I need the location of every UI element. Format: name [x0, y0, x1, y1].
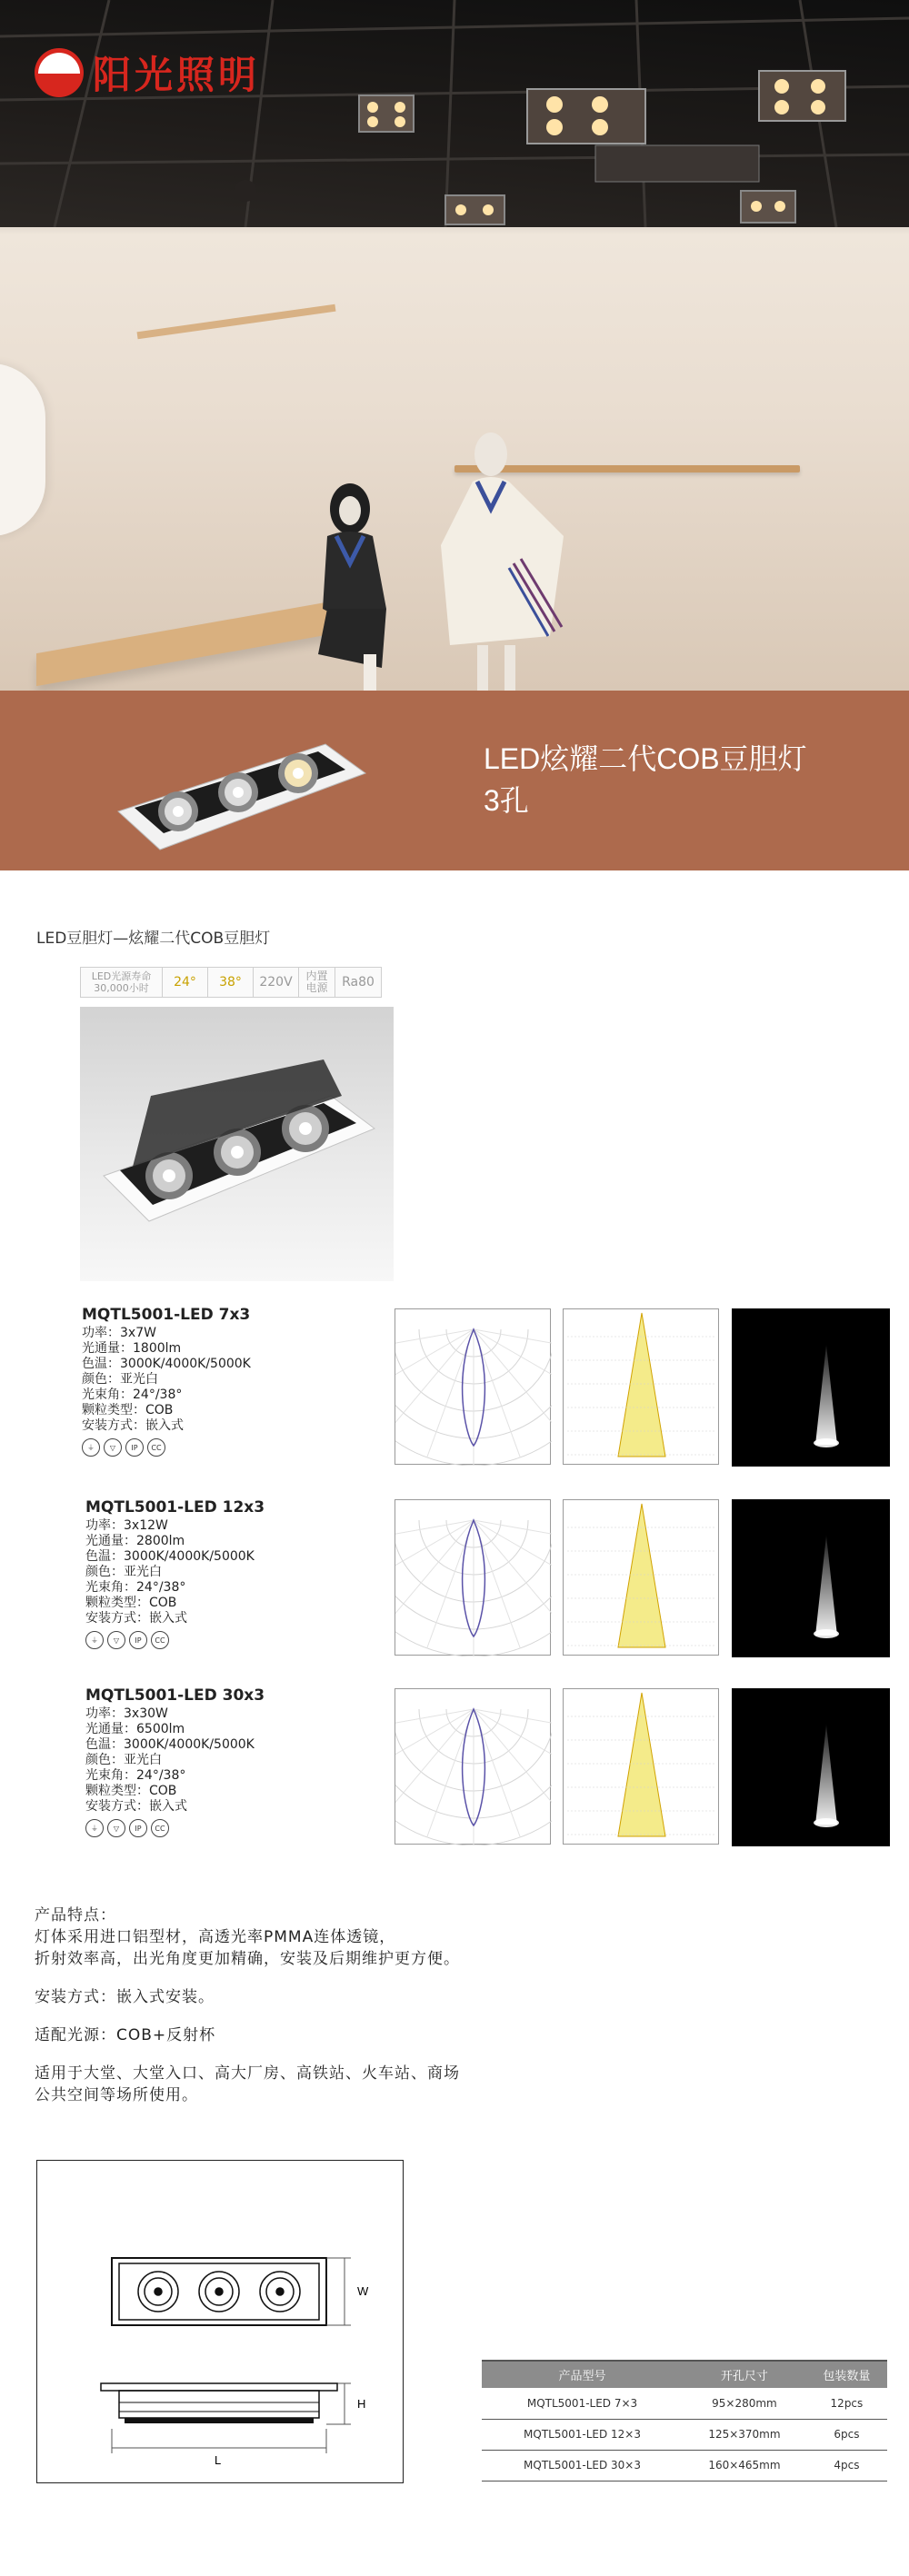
model-name: MQTL5001-LED 12x3	[85, 1498, 265, 1517]
product-image-main	[96, 1059, 378, 1232]
badge-ra: Ra80	[342, 974, 375, 990]
beam-image-1	[732, 1308, 890, 1467]
product-features	[35, 1905, 580, 2123]
features-desc-line2: 折射效率高，出光角度更加精确，安装及后期维护更方便。	[35, 1950, 460, 1968]
polar-grid-ray	[474, 1329, 552, 1353]
spec-lumen: 光通量： 2800lm	[85, 1534, 185, 1548]
badge-driver: 内置 电源	[299, 968, 335, 997]
ground-icon: ⏚	[85, 1819, 104, 1837]
spec-install: 安装方式： 嵌入式	[85, 1611, 187, 1626]
sun-logo-icon	[33, 46, 85, 99]
header-qty: 包装数量	[806, 2361, 887, 2388]
packaging-table	[482, 2360, 887, 2482]
spec-beam: 光束角： 24°/38°	[82, 1387, 183, 1402]
light-spot	[814, 1438, 839, 1447]
header-cutout: 开孔尺寸	[683, 2361, 806, 2388]
spec-chip: 颗粒类型： COB	[85, 1596, 177, 1610]
model-name: MQTL5001-LED 7x3	[82, 1306, 251, 1324]
polar-grid-ray	[395, 1709, 474, 1733]
polar-grid-ray	[474, 1520, 552, 1544]
spec-power: 功率： 3x30W	[85, 1706, 168, 1721]
badge-beam-38: 38°	[208, 968, 254, 997]
light-beam	[815, 1725, 837, 1825]
polar-grid-ray	[395, 1520, 474, 1544]
dimension-diagram	[37, 2161, 405, 2484]
ground-icon: ⏚	[82, 1438, 100, 1457]
spec-beam: 光束角： 24°/38°	[85, 1580, 186, 1595]
brand-name: 阳光照明	[93, 53, 261, 97]
ccc-cert-icon: CC	[147, 1438, 165, 1457]
cert-icons	[85, 1819, 376, 1837]
ground-icon: ⏚	[85, 1631, 104, 1649]
table-row: MQTL5001-LED 30×3 160×465mm 4pcs	[482, 2450, 887, 2481]
ccc-cert-icon: CC	[151, 1631, 169, 1649]
spec-lumen: 光通量： 6500lm	[85, 1722, 185, 1736]
spec-color: 颜色： 亚光白	[85, 1753, 162, 1767]
mannequin-dark	[300, 472, 418, 691]
badge-beam-24: 24°	[163, 968, 208, 997]
ip-rating-icon: IP	[125, 1438, 144, 1457]
polar-grid-ray	[474, 1709, 552, 1733]
product-title-line2: 3孔	[484, 784, 529, 817]
dimension-drawing	[36, 2160, 404, 2483]
dim-label-length: L	[215, 2453, 222, 2467]
usage-scenarios: 适用于大堂、大堂入口、高大厂房、高铁站、火车站、商场 公共空间等场所使用。	[35, 2064, 460, 2104]
cone-chart-2	[563, 1499, 719, 1656]
beam-image-3	[732, 1688, 890, 1846]
polar-chart-2	[395, 1499, 551, 1656]
product-title-line1: LED炫耀二代COB豆胆灯	[484, 742, 807, 775]
cone-chart-3	[563, 1688, 719, 1845]
ip-rating-icon: IP	[129, 1631, 147, 1649]
product-title	[484, 738, 884, 821]
badge-voltage: 220V	[254, 968, 299, 997]
spec-beam: 光束角： 24°/38°	[85, 1768, 186, 1783]
beam-cone	[618, 1504, 665, 1647]
table-row: MQTL5001-LED 12×3 125×370mm 6pcs	[482, 2419, 887, 2450]
polar-chart-1	[395, 1308, 551, 1465]
spec-install: 安装方式： 嵌入式	[85, 1799, 187, 1814]
spec-power: 功率： 3x12W	[85, 1518, 168, 1533]
spec-color: 颜色： 亚光白	[82, 1372, 158, 1387]
light-beam	[815, 1345, 837, 1445]
spec-cct: 色温： 3000K/4000K/5000K	[82, 1357, 251, 1371]
triangle-cert-icon: ▽	[107, 1819, 125, 1837]
spec-cct: 色温： 3000K/4000K/5000K	[85, 1549, 255, 1564]
model-spec-2	[85, 1497, 376, 1626]
header-model: 产品型号	[482, 2361, 683, 2388]
ccc-cert-icon: CC	[151, 1819, 169, 1837]
brand-logo	[33, 45, 260, 100]
spec-lumen: 光通量： 1800lm	[82, 1341, 182, 1356]
light-beam	[815, 1536, 837, 1636]
spec-power: 功率： 3x7W	[82, 1326, 156, 1340]
spec-color: 颜色： 亚光白	[85, 1565, 162, 1579]
cone-chart-1	[563, 1308, 719, 1465]
polar-grid-ray	[395, 1329, 474, 1353]
light-source: 适配光源：COB+反射杯	[35, 2026, 216, 2044]
features-description	[35, 1905, 580, 1970]
ip-rating-icon: IP	[129, 1819, 147, 1837]
cert-icons-model-2	[85, 1631, 169, 1649]
install-method: 安装方式：嵌入式安装。	[35, 1988, 215, 2006]
light-spot	[814, 1818, 839, 1827]
mannequin-white	[423, 427, 577, 691]
table-header-row	[482, 2361, 887, 2388]
light-spot	[814, 1629, 839, 1638]
display-bench	[36, 601, 336, 686]
beam-cone	[618, 1313, 665, 1457]
spec-chip: 颗粒类型： COB	[85, 1784, 177, 1798]
polar-chart-3	[395, 1688, 551, 1845]
beam-image-2	[732, 1499, 890, 1657]
model-spec-1	[82, 1305, 373, 1457]
cert-icons	[82, 1438, 373, 1457]
hero-banner	[0, 0, 909, 691]
table-row: MQTL5001-LED 7×3 95×280mm 12pcs	[482, 2388, 887, 2419]
spec-cct: 色温： 3000K/4000K/5000K	[85, 1737, 255, 1752]
beam-cone	[618, 1693, 665, 1836]
spec-chip: 颗粒类型： COB	[82, 1403, 174, 1417]
section-heading: LED豆胆灯—炫耀二代COB豆胆灯	[36, 930, 271, 948]
features-title: 产品特点：	[35, 1906, 116, 1925]
dim-label-width: W	[357, 2284, 369, 2298]
features-desc-line1: 灯体采用进口铝型材，高透光率PMMA连体透镜，	[35, 1928, 396, 1946]
product-image-hero	[107, 713, 369, 857]
badge-lifetime: LED光源寿命 30,000小时	[81, 968, 163, 997]
spec-install: 安装方式： 嵌入式	[82, 1418, 184, 1433]
triangle-cert-icon: ▽	[104, 1438, 122, 1457]
model-spec-3	[85, 1686, 376, 1837]
dim-label-height: H	[357, 2397, 366, 2411]
product-photo	[80, 1007, 394, 1281]
wall-arch	[0, 363, 45, 536]
ceiling-lights	[0, 0, 909, 227]
model-name: MQTL5001-LED 30x3	[85, 1686, 265, 1705]
wall-shelf-left	[137, 304, 336, 340]
triangle-cert-icon: ▽	[107, 1631, 125, 1649]
feature-badges	[80, 967, 382, 998]
